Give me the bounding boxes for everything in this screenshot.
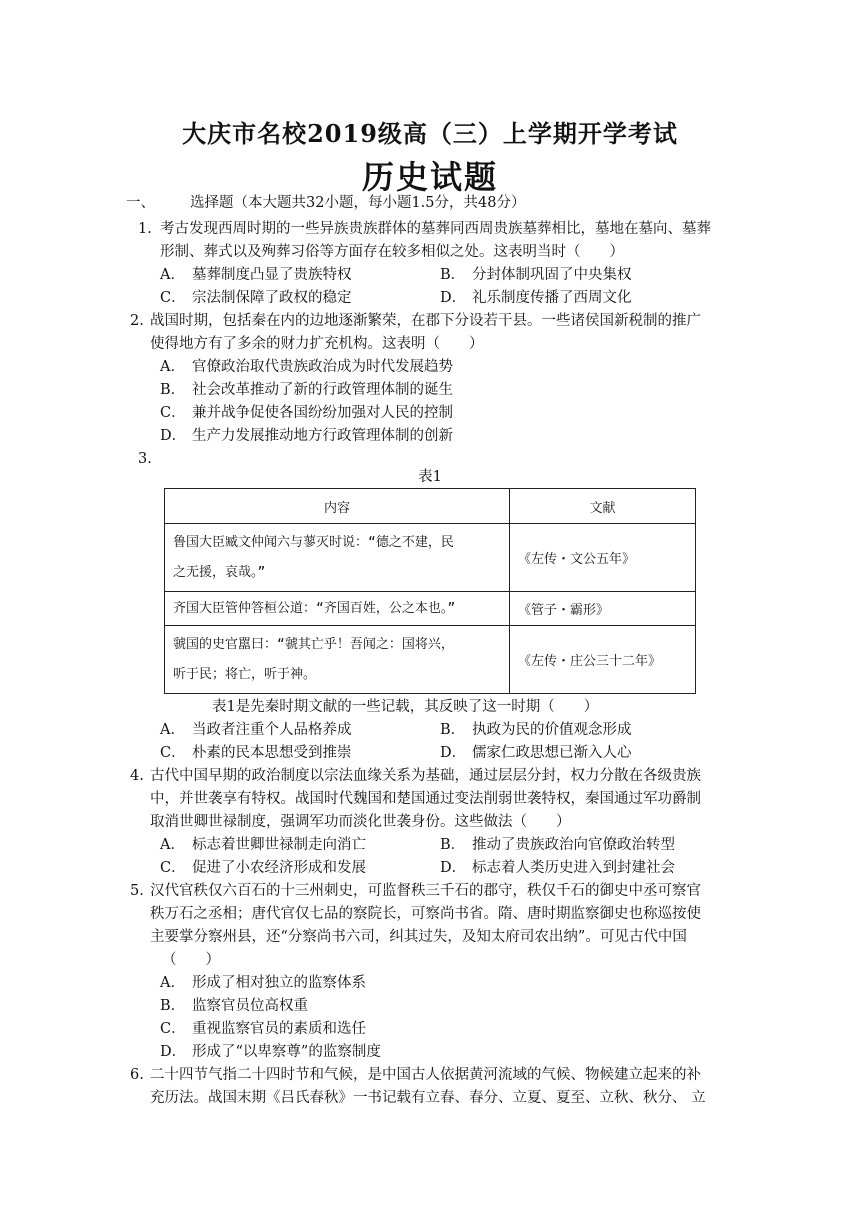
section-number: 一、	[126, 195, 155, 211]
section-text: 选择题（本大题共32小题，每小题1.5分，共48分）	[190, 195, 526, 211]
table-row	[165, 524, 696, 592]
question-3-options-row-1: A． 当政者注重个人品格养成 B． 执政为民的价值观念形成	[160, 722, 632, 738]
table-header-row	[165, 489, 696, 524]
literature-table	[164, 488, 696, 694]
option-text: 分封体制巩固了中央集权	[472, 267, 632, 283]
question-5-option-d: D． 形成了“以卑察尊”的监察制度	[160, 1044, 381, 1060]
question-1-options-row-2	[0, 287, 860, 309]
question-4-line-2: 中，并世袭享有特权。战国时代魏国和楚国通过变法削弱世袭特权，秦国通过军功爵制	[150, 791, 701, 807]
question-5-line-1: 5. 汉代官秩仅六百石的十三州刺史，可监督秩三千石的郡守，秩仅千石的御史中丞可察官	[0, 880, 860, 902]
table-row	[165, 626, 696, 694]
table-cell-content: 虢国的史官嚚曰：“虢其亡乎！吾闻之：国将兴， 听于民；将亡，听于神。	[165, 626, 510, 694]
table-caption: 表1	[418, 469, 442, 485]
option-label: B．	[440, 267, 466, 283]
question-3-number: 3.	[138, 451, 152, 467]
question-1-line-2: 形制、葬式以及殉葬习俗等方面存在较多相似之处。这表明当时（ ）	[160, 244, 624, 260]
question-2-line-1: 2. 战国时期，包括秦在内的边地逐渐繁荣，在郡下分设若干县。一些诸侯国新税制的推广	[0, 310, 860, 332]
question-2-line-2: 使得地方有了多余的财力扩充机构。这表明（ ）	[150, 336, 484, 352]
question-4-line-3: 取消世卿世禄制度，强调军功而淡化世袭身份。这些做法（ ）	[150, 814, 571, 830]
question-5-line-3: 主要掌分察州县，还“分察尚书六司，纠其过失，及知太府司农出纳”。可见古代中国	[150, 929, 687, 945]
question-6-line-1: 6. 二十四节气指二十四时节和气候，是中国古人依据黄河流域的气候、物候建立起来的补	[0, 1064, 860, 1086]
question-3-options-row-2: C． 朴素的民本思想受到推崇 D． 儒家仁政思想已渐入人心	[160, 745, 632, 761]
subject-title: 历史试题	[361, 158, 498, 196]
table-cell-source: 《左传・庄公三十二年》	[510, 626, 696, 694]
exam-title: 大庆市名校2019级高（三）上学期开学考试	[182, 119, 678, 148]
question-number: 1.	[138, 221, 152, 237]
option-text: 宗法制保障了政权的稳定	[192, 290, 352, 306]
section-heading	[0, 192, 860, 214]
question-2-option-d: D． 生产力发展推动地方行政管理体制的创新	[160, 428, 453, 444]
table-cell-source: 《左传・文公五年》	[510, 524, 696, 592]
question-5-line-2: 秩万石之丞相；唐代官仅七品的察院长，可察尚书省。隋、唐时期监察御史也称巡按使	[150, 906, 701, 922]
question-number: 5.	[130, 883, 144, 899]
question-1-options-row-1	[0, 264, 860, 286]
question-number: 6.	[130, 1067, 144, 1083]
question-4-line-1: 4. 古代中国早期的政治制度以宗法血缘关系为基础，通过层层分封，权力分散在各级贵族	[0, 765, 860, 787]
option-label: C．	[160, 290, 186, 306]
question-5-line-4: （ ）	[162, 952, 220, 968]
question-1-line-1: 1. 考古发现西周时期的一些异族贵族群体的墓葬同西周贵族墓葬相比，墓地在墓向、墓葬	[0, 218, 860, 240]
table-cell-content: 鲁国大臣臧文仲闻六与蓼灭时说：“德之不建，民 之无援，哀哉。”	[165, 524, 510, 592]
option-label: A．	[160, 267, 185, 283]
table-cell-content: 齐国大臣管仲答桓公道：“齐国百姓，公之本也。”	[165, 592, 510, 626]
table-cell-source: 《管子・霸形》	[510, 592, 696, 626]
question-3-stem: 表1是先秦时期文献的一些记载，其反映了这一时期（ ）	[212, 699, 599, 715]
table-row	[165, 592, 696, 626]
question-5-option-c: C． 重视监察官员的素质和选任	[160, 1021, 366, 1037]
question-number: 2.	[130, 313, 144, 329]
table-header-source: 文献	[510, 489, 696, 524]
question-4-options-row-2: C． 促进了小农经济形成和发展 D． 标志着人类历史进入到封建社会	[160, 860, 675, 876]
question-2-option-a: A． 官僚政治取代贵族政治成为时代发展趋势	[160, 359, 453, 375]
question-2-option-c: C． 兼并战争促使各国纷纷加强对人民的控制	[160, 405, 453, 421]
question-2-option-b: B． 社会改革推动了新的行政管理体制的诞生	[160, 382, 453, 398]
question-5-option-b: B． 监察官员位高权重	[160, 998, 308, 1014]
option-label: D．	[440, 290, 467, 306]
question-4-options-row-1: A． 标志着世卿世禄制走向消亡 B． 推动了贵族政治向官僚政治转型	[160, 837, 675, 853]
option-text: 墓葬制度凸显了贵族特权	[192, 267, 352, 283]
question-6-line-2: 充历法。战国末期《吕氏春秋》一书记载有立春、春分、立夏、夏至、立秋、秋分、 立	[150, 1090, 706, 1106]
table-header-content: 内容	[165, 489, 510, 524]
question-number: 4.	[130, 768, 144, 784]
question-5-option-a: A． 形成了相对独立的监察体系	[160, 975, 366, 991]
option-text: 礼乐制度传播了西周文化	[472, 290, 632, 306]
